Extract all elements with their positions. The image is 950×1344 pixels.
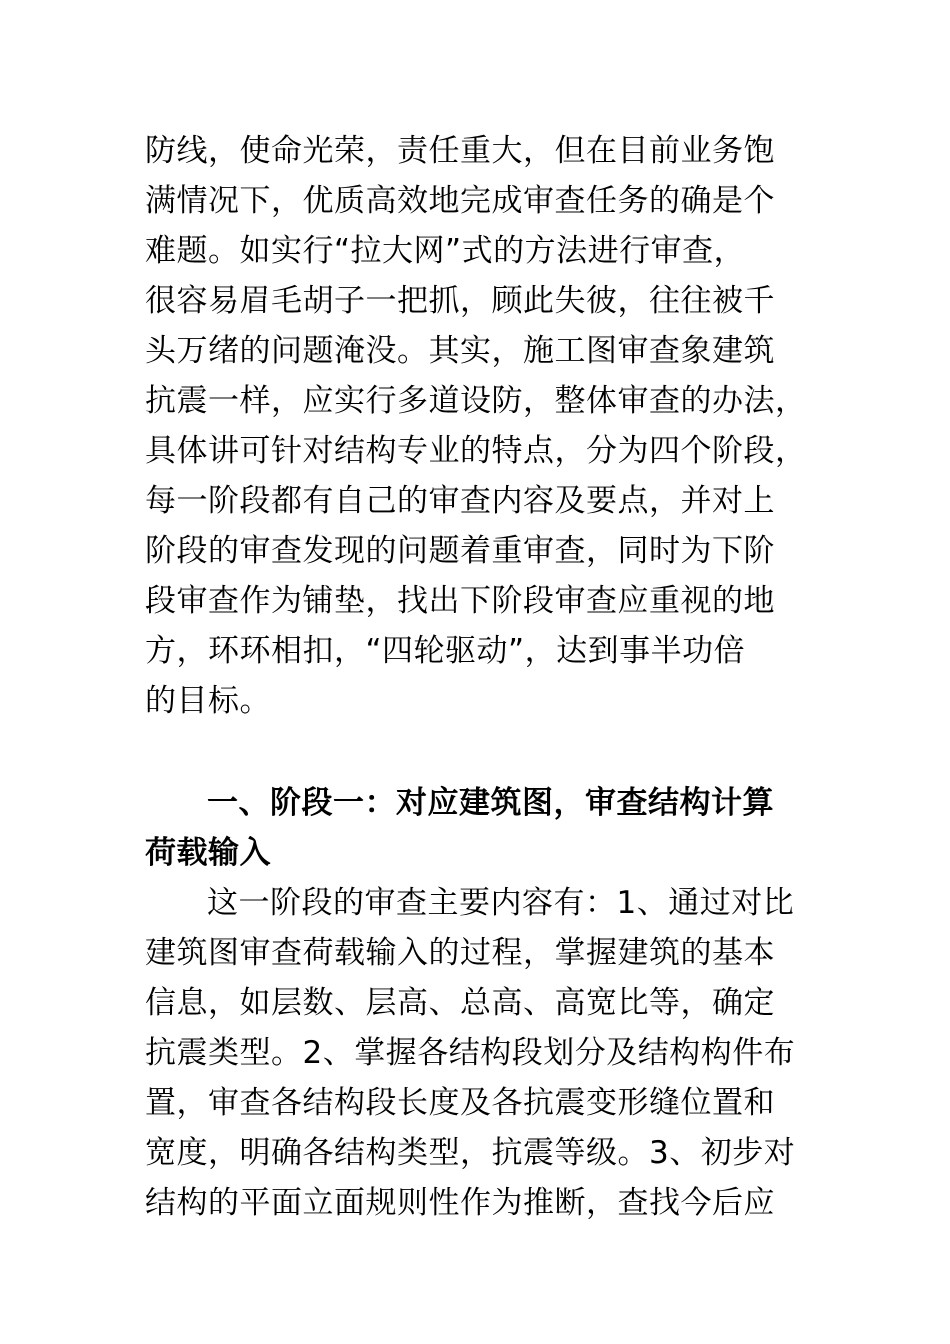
heading-line: 荷载输入 xyxy=(145,835,271,871)
paragraph-line: 阶段的审查发现的问题着重审查，同时为下阶 xyxy=(145,533,775,569)
paragraph-line: 方，环环相扣，“四轮驱动”，达到事半功倍 xyxy=(145,633,746,669)
section-heading xyxy=(145,778,810,878)
paragraph-line: 抗震类型。2、掌握各结构段划分及结构构件布 xyxy=(145,1035,796,1071)
paragraph-line: 具体讲可针对结构专业的特点，分为四个阶段， xyxy=(145,433,807,469)
paragraph-line: 结构的平面立面规则性作为推断，查找今后应 xyxy=(145,1185,775,1221)
paragraph-line: 难题。如实行“拉大网”式的方法进行审查， xyxy=(145,233,746,269)
body-paragraph-1 xyxy=(145,126,810,726)
body-paragraph-2 xyxy=(145,878,810,1228)
paragraph-line: 宽度，明确各结构类型，抗震等级。3、初步对 xyxy=(145,1135,796,1171)
paragraph-line: 很容易眉毛胡子一把抓，顾此失彼，往往被千 xyxy=(145,283,775,319)
paragraph-line: 段审查作为铺垫，找出下阶段审查应重视的地 xyxy=(145,583,775,619)
paragraph-line: 这一阶段的审查主要内容有：1、通过对比 xyxy=(207,885,795,921)
paragraph-line: 信息，如层数、层高、总高、高宽比等，确定 xyxy=(145,985,775,1021)
paragraph-line: 防线，使命光荣，责任重大，但在目前业务饱 xyxy=(145,133,775,169)
paragraph-line: 建筑图审查荷载输入的过程，掌握建筑的基本 xyxy=(145,935,775,971)
paragraph-line: 满情况下，优质高效地完成审查任务的确是个 xyxy=(145,183,775,219)
paragraph-line: 头万绪的问题淹没。其实，施工图审查象建筑 xyxy=(145,333,775,369)
paragraph-line: 置，审查各结构段长度及各抗震变形缝位置和 xyxy=(145,1085,775,1121)
paragraph-line: 抗震一样，应实行多道设防，整体审查的办法， xyxy=(145,383,807,419)
paragraph-line: 的目标。 xyxy=(145,683,271,719)
heading-line: 一、阶段一：对应建筑图，审查结构计算 xyxy=(207,785,774,821)
paragraph-line: 每一阶段都有自己的审查内容及要点，并对上 xyxy=(145,483,775,519)
